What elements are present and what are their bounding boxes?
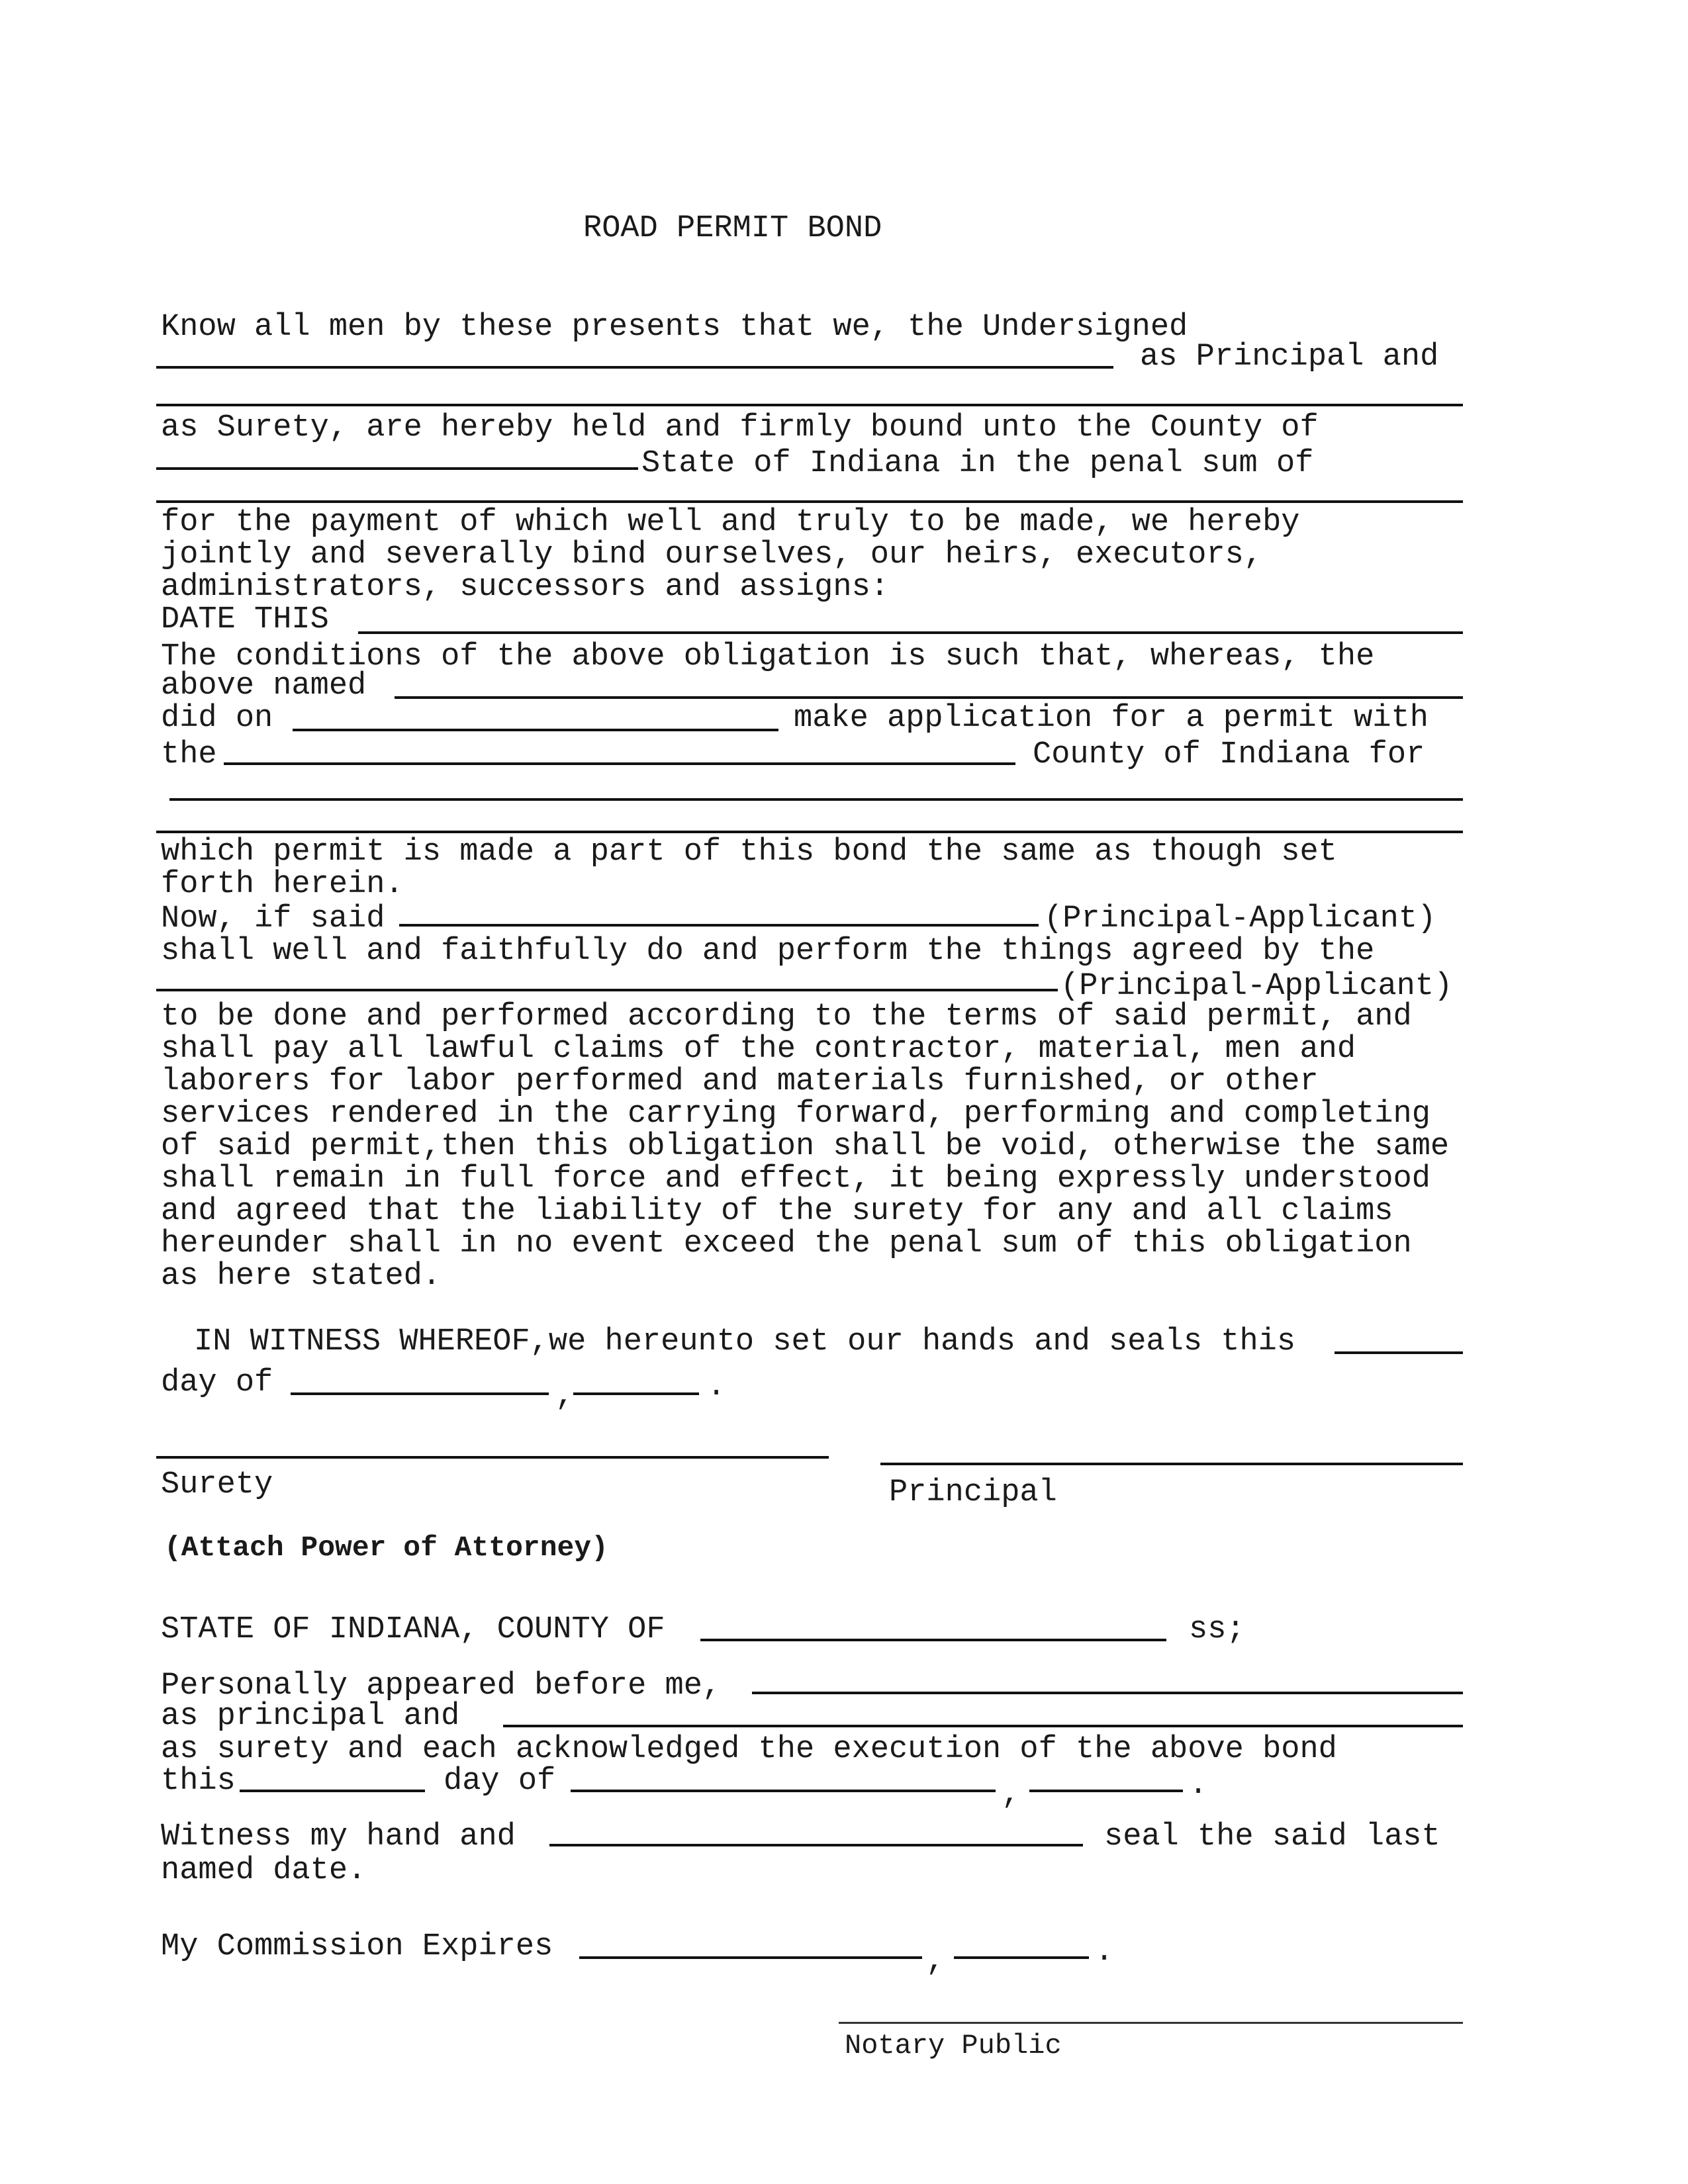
permit-issuer-blank[interactable] [224, 762, 1015, 765]
body-line-21: services rendered in the carrying forward, performing and completing [161, 1097, 1430, 1132]
above-named-blank[interactable] [395, 696, 1463, 699]
permit-purpose-blank-1[interactable] [169, 798, 1463, 801]
principal-label: Principal [889, 1475, 1057, 1510]
principal-signature-line[interactable] [880, 1463, 1463, 1465]
notary-county-blank[interactable] [700, 1639, 1166, 1641]
witness-my-hand-label: Witness my hand and [161, 1819, 516, 1854]
date-this-label: DATE THIS [161, 602, 329, 637]
ack-day-of-label: day of [444, 1764, 556, 1799]
attach-power-of-attorney: (Attach Power of Attorney) [164, 1531, 608, 1564]
notary-public-label: Notary Public [845, 2030, 1062, 2062]
named-date-label: named date. [161, 1853, 367, 1888]
witness-month-blank[interactable] [291, 1392, 549, 1395]
body-line-25: hereunder shall in no event exceed the penal sum of this obligation [161, 1226, 1412, 1261]
penal-sum-blank[interactable] [156, 500, 1463, 503]
surety-signature-line[interactable] [156, 1456, 829, 1459]
did-on-label: did on [161, 701, 273, 736]
as-surety-line: as surety and each acknowledged the execution of the above bond [161, 1732, 1337, 1767]
period-1: . [707, 1369, 726, 1404]
principal-applicant-label-2: (Principal-Applicant) [1060, 969, 1453, 1004]
body-line-1: Know all men by these presents that we, the Undersigned [161, 310, 1188, 345]
body-line-20: laborers for labor performed and materials furnished, or other [161, 1064, 1319, 1099]
date-this-blank[interactable] [358, 631, 1463, 634]
witness-clause: IN WITNESS WHEREOF,we hereunto set our hands and seals this [194, 1324, 1296, 1359]
comma-2: , [1002, 1777, 1021, 1812]
commission-date-blank[interactable] [579, 1956, 922, 1959]
body-line-4: State of Indiana in the penal sum of [641, 446, 1314, 481]
the-label: the [161, 737, 217, 772]
body-line-13: which permit is made a part of this bond the same as though set [161, 835, 1337, 870]
seal-blank[interactable] [549, 1844, 1083, 1846]
comma-1: , [555, 1379, 575, 1414]
ss-label: ss; [1189, 1612, 1245, 1647]
this-label: this [161, 1764, 236, 1799]
body-line-23: shall remain in full force and effect, it being expressly understood [161, 1161, 1430, 1197]
principal-applicant-label-1: (Principal-Applicant) [1044, 901, 1436, 936]
body-line-2: as Principal and [1140, 340, 1439, 375]
body-line-12: County of Indiana for [1033, 737, 1425, 772]
witness-day-blank[interactable] [1335, 1351, 1463, 1354]
body-line-18: to be done and performed according to the terms of said permit, and [161, 999, 1412, 1034]
body-line-14: forth herein. [161, 867, 404, 902]
notary-signature-line[interactable] [839, 2022, 1463, 2024]
acknowledged-month-blank[interactable] [571, 1790, 996, 1792]
body-line-26: as here stated. [161, 1259, 442, 1294]
acknowledged-year-blank[interactable] [1029, 1790, 1183, 1792]
appeared-surety-blank[interactable] [503, 1725, 1463, 1727]
body-line-24: and agreed that the liability of the surety for any and all claims [161, 1194, 1393, 1229]
county-blank[interactable] [156, 467, 638, 470]
period-2: . [1189, 1768, 1208, 1803]
body-line-16: shall well and faithfully do and perform the things agreed by the [161, 934, 1375, 969]
document-title: ROAD PERMIT BOND [583, 211, 882, 246]
now-if-said-label: Now, if said [161, 901, 385, 936]
principal-name-blank[interactable] [156, 366, 1113, 369]
body-line-22: of said permit,then this obligation shall be void, otherwise the same [161, 1129, 1450, 1164]
comma-3: , [926, 1944, 945, 1979]
body-line-6: jointly and severally bind ourselves, our heirs, executors, [161, 537, 1263, 572]
principal-applicant-blank-1[interactable] [399, 924, 1039, 927]
permit-purpose-blank-2[interactable] [156, 831, 1463, 833]
period-3: . [1095, 1934, 1114, 1970]
body-line-7: administrators, successors and assigns: [161, 570, 889, 605]
as-principal-label: as principal and [161, 1699, 460, 1734]
did-on-blank[interactable] [293, 729, 778, 731]
surety-name-blank[interactable] [156, 404, 1463, 406]
commission-year-blank[interactable] [954, 1956, 1089, 1959]
witness-year-blank[interactable] [573, 1392, 699, 1395]
state-county-label: STATE OF INDIANA, COUNTY OF [161, 1612, 665, 1647]
personally-appeared-label: Personally appeared before me, [161, 1668, 722, 1704]
acknowledged-day-blank[interactable] [240, 1790, 425, 1792]
body-line-11: make application for a permit with [794, 701, 1429, 736]
seal-label: seal the said last [1104, 1819, 1440, 1854]
appeared-principal-blank[interactable] [752, 1692, 1463, 1694]
commission-expires-label: My Commission Expires [161, 1929, 553, 1964]
surety-label: Surety [161, 1467, 273, 1502]
body-line-3: as Surety, are hereby held and firmly bound unto the County of [161, 410, 1319, 445]
day-of-label: day of [161, 1365, 273, 1400]
body-line-19: shall pay all lawful claims of the contractor, material, men and [161, 1032, 1356, 1067]
principal-applicant-blank-2[interactable] [156, 989, 1058, 991]
body-line-5: for the payment of which well and truly to be made, we hereby [161, 505, 1300, 540]
body-line-9: The conditions of the above obligation is such that, whereas, the [161, 639, 1375, 674]
above-named-label: above named [161, 668, 367, 704]
